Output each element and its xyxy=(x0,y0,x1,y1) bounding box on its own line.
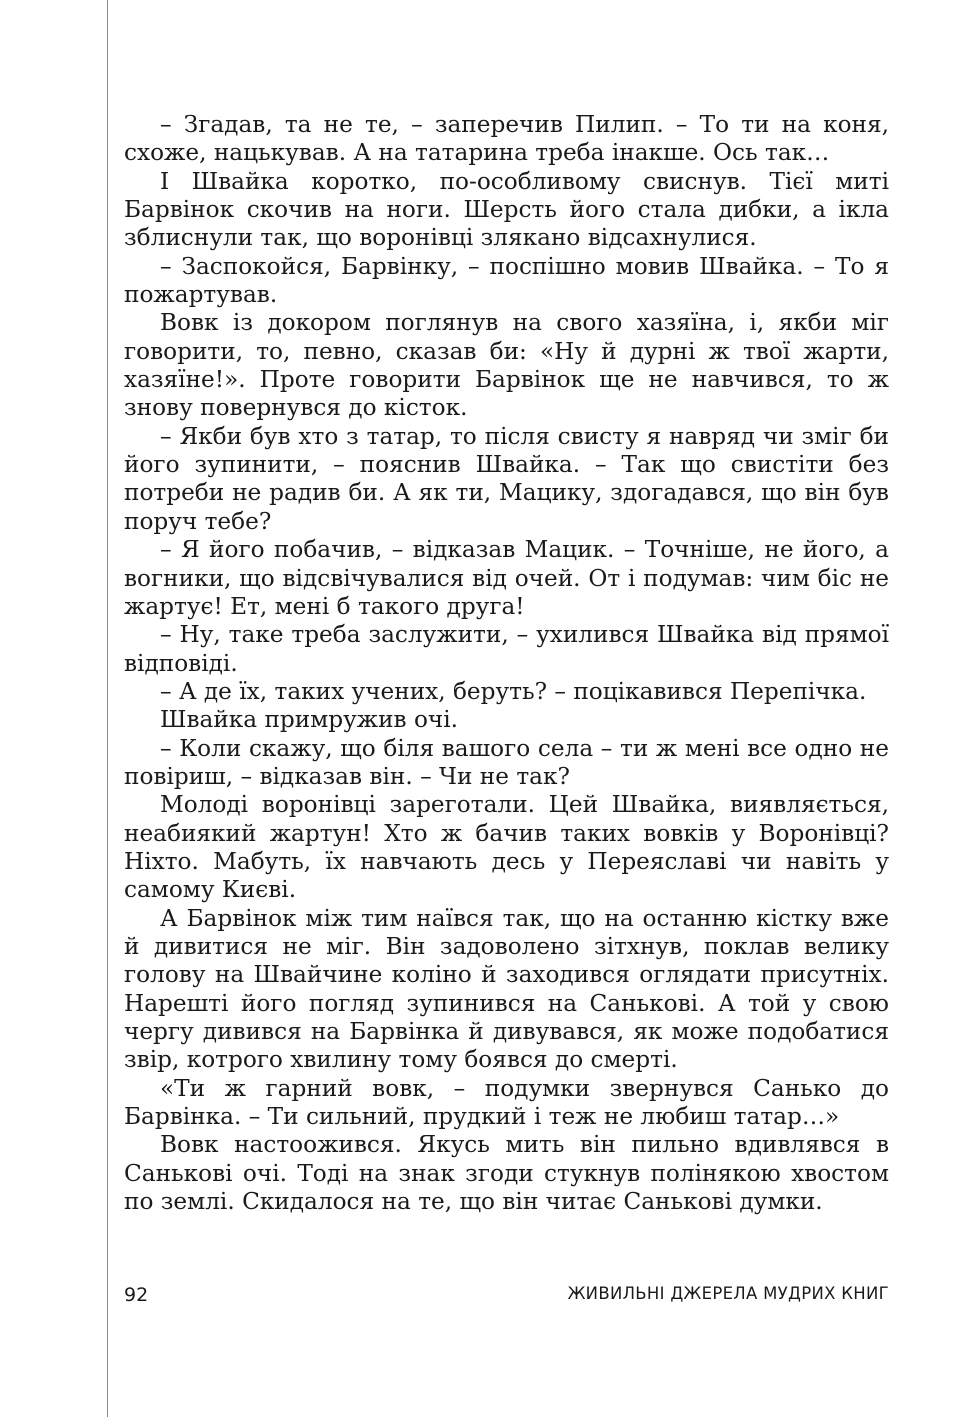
page-spine-line xyxy=(107,0,108,1417)
running-footer-title: ЖИВИЛЬНІ ДЖЕРЕЛА МУДРИХ КНИГ xyxy=(567,1284,889,1303)
paragraph: – Я його побачив, – відказав Мацик. – Точніше, не його, а вогники, що відсвічувалися від очей. От і подумав: чим біс не жартує! Ет, мені б такого друга! xyxy=(124,536,889,620)
paragraph: Молоді воронівці зареготали. Цей Швайка, виявляється, неабиякий жартун! Хто ж бачив таких вовків у Воронівці? Ніхто. Мабуть, їх навчають десь у Переяславі чи навіть у самому Києві. xyxy=(124,791,889,904)
paragraph: – Коли скажу, що біля вашого села – ти ж мені все одно не повіриш, – відказав він. – Чи не так? xyxy=(124,734,889,790)
paragraph: – Згадав, та не те, – заперечив Пилип. – То ти на коня, схоже, нацькував. А на татарина треба інакше. Ось так… xyxy=(124,111,889,167)
paragraph: Швайка примружив очі. xyxy=(160,706,459,734)
paragraph: – Заспокойся, Барвінку, – поспішно мовив Швайка. – То я пожартував. xyxy=(124,252,889,309)
paragraph: Вовк із докором поглянув на свого хазяїна, і, якби міг говорити, то, певно, сказав би: «Ну й дурні ж твої жарти, хазяїне!». Проте говорити Барвінок ще не навчився, то ж знову повернувся до кісток. xyxy=(124,309,889,422)
page-number: 92 xyxy=(124,1284,149,1306)
paragraph: «Ти ж гарний вовк, – подумки звернувся Санько до Барвінка. – Ти сильний, прудкий і теж не любиш татар…» xyxy=(124,1074,889,1131)
paragraph: – Ну, таке треба заслужити, – ухилився Швайка від прямої відповіді. xyxy=(124,621,889,677)
paragraph: – А де їх, таких учених, беруть? – поцікавився Перепічка. xyxy=(160,677,867,705)
paragraph: І Швайка коротко, по-особливому свиснув. Тієї миті Барвінок скочив на ноги. Шерсть його стала дибки, а ікла зблиснули так, що воронівці злякано відсахнулися. xyxy=(124,167,889,252)
paragraph: А Барвінок між тим наївся так, що на останню кістку вже й дивитися не міг. Він задоволено зітхнув, поклав велику голову на Швайчине коліно й заходився оглядати присутніх. Нарешті його погляд зупинився на Санькові. А той у свою чергу дивився на Барвінка й дивувався, як може подобатися звір, котрого хвилину тому боявся до смерті. xyxy=(124,904,889,1074)
paragraph: Вовк настоожився. Якусь мить він пильно вдивлявся в Санькові очі. Тоді на знак згоди стукнув полінякою хвостом по землі. Скидалося на те, що він читає Санькові думки. xyxy=(124,1131,889,1216)
paragraph: – Якби був хто з татар, то після свисту я навряд чи зміг би його зупинити, – пояснив Швайка. – Так що свистіти без потреби не радив би. А як ти, Мацику, здогадався, що він був поруч тебе? xyxy=(124,422,889,535)
body-text xyxy=(124,111,889,1216)
